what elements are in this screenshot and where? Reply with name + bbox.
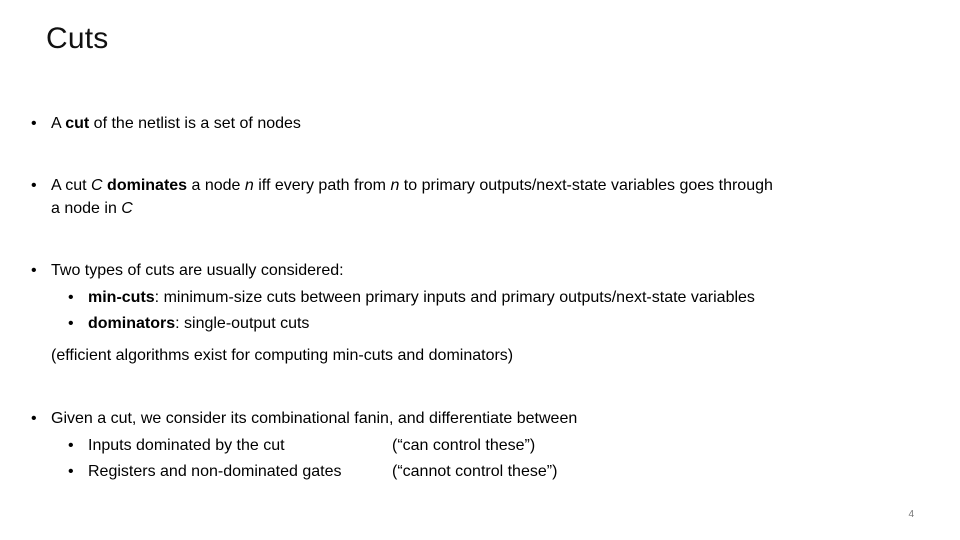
sub-bullet-marker: • [68, 437, 74, 454]
sub-bullet-text: Inputs dominated by the cut [88, 437, 285, 454]
bullet-cut-types [31, 261, 344, 281]
bullet-marker: • [31, 177, 37, 194]
bullet-italic-term: C [91, 177, 103, 194]
bullet-text: a node [187, 177, 245, 194]
bullet-text: A [51, 115, 66, 132]
bullet-text: of the netlist is a set of nodes [89, 115, 301, 132]
sub-bullet-bold-term: dominators [88, 315, 176, 332]
sub-bullet-marker: • [68, 463, 74, 480]
bullet-text: iff every path from [253, 177, 391, 194]
sub-bullet-paren-cannot-control: (“cannot control these”) [392, 463, 558, 480]
bullet-italic-term: n [390, 177, 400, 194]
bullet-italic-term: C [121, 200, 133, 217]
bullet-bold-term: dominates [107, 177, 188, 194]
bullet-combinational-fanin [31, 409, 577, 429]
bullet-marker: • [31, 115, 37, 132]
bullet-text: to primary outputs/next-state variables goes through [399, 177, 773, 194]
note-algorithms: (efficient algorithms exist for computing min-cuts and dominators) [51, 347, 514, 364]
sub-bullet-bold-term: min-cuts [88, 289, 155, 306]
bullet-marker: • [31, 410, 37, 427]
bullet-continuation [51, 199, 133, 219]
bullet-text: Given a cut, we consider its combinational fanin, and differentiate between [51, 410, 578, 427]
bullet-text: Two types of cuts are usually considered: [51, 262, 344, 279]
bullet-dominates-definition [31, 176, 773, 196]
page-number: 4 [908, 509, 914, 520]
slide-title: Cuts [46, 22, 109, 55]
sub-bullet-marker: • [68, 315, 74, 332]
sub-bullet-marker: • [68, 289, 74, 306]
bullet-marker: • [31, 262, 37, 279]
sub-bullet-dominators [68, 314, 309, 334]
sub-bullet-min-cuts [68, 288, 755, 308]
sub-bullet-text: : minimum-size cuts between primary inputs and primary outputs/next-state variables [154, 289, 755, 306]
sub-bullet-registers [68, 462, 342, 482]
sub-bullet-text: Registers and non-dominated gates [88, 463, 342, 480]
bullet-bold-term: cut [65, 115, 90, 132]
sub-bullet-text: : single-output cuts [175, 315, 310, 332]
bullet-text: a node in [51, 200, 122, 217]
sub-bullet-inputs-dominated [68, 436, 285, 456]
bullet-cut-definition [31, 114, 301, 134]
bullet-italic-term: n [244, 177, 254, 194]
bullet-text: A cut [51, 177, 92, 194]
sub-bullet-paren-can-control: (“can control these”) [392, 437, 536, 454]
